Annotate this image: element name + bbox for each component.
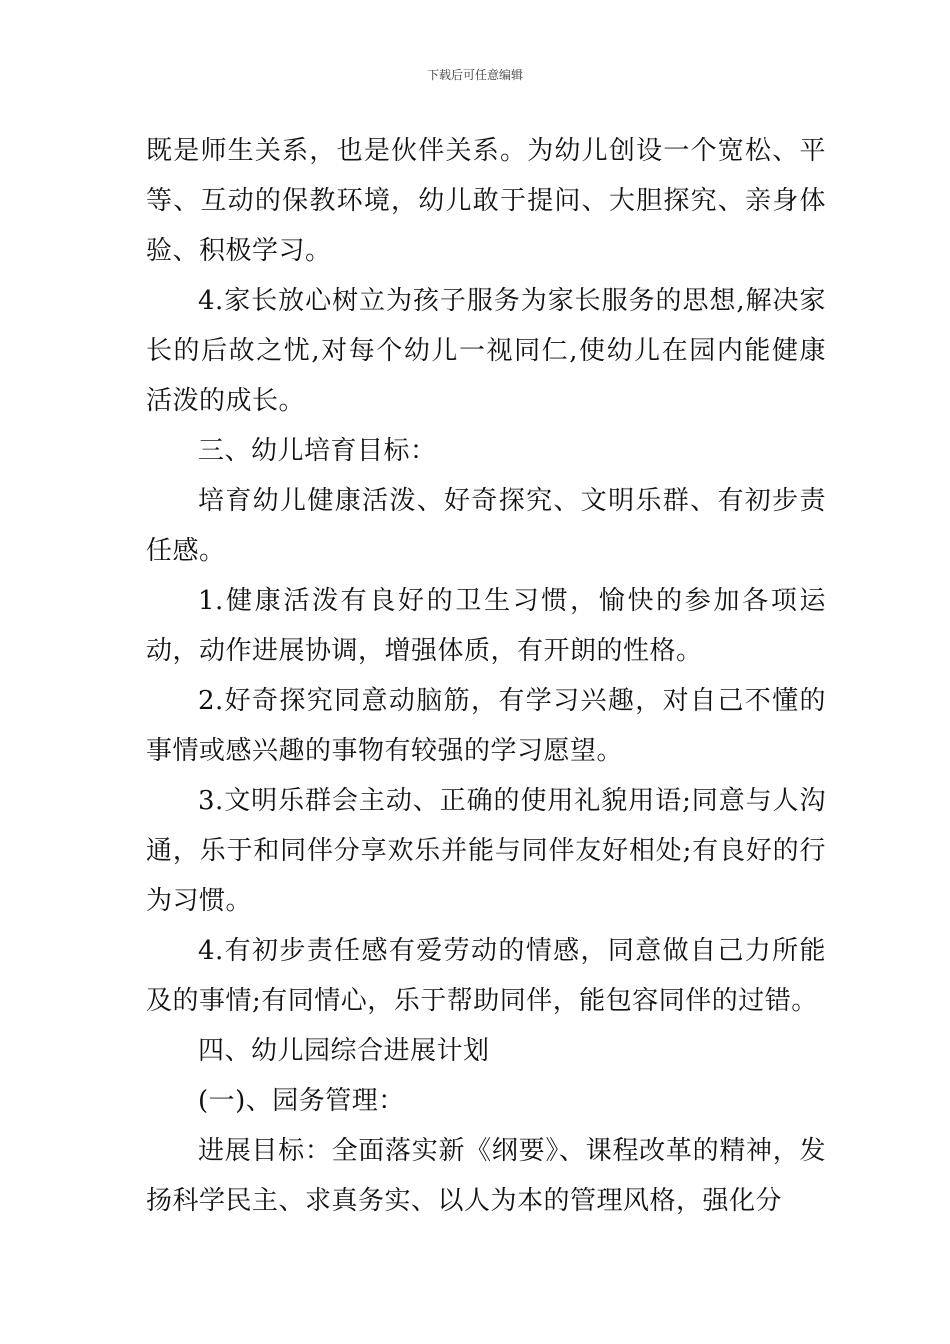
paragraph-goal-1: 1.健康活泼有良好的卫生习惯，愉快的参加各项运动，动作进展协调，增强体质，有开朗的性格。 — [146, 586, 826, 666]
paragraph-development-goal: 进展目标：全面落实新《纲要》、课程改革的精神，发扬科学民主、求真务实、以人为本的管理风格，强化分 — [146, 1136, 826, 1216]
section-heading-training-goals: 三、幼儿培育目标： — [198, 436, 437, 466]
paragraph-goals-summary: 培育幼儿健康活泼、好奇探究、文明乐群、有初步责任感。 — [146, 486, 826, 566]
section-heading-development-plan: 四、幼儿园综合进展计划 — [198, 1036, 490, 1066]
subsection-heading-management: (一)、园务管理： — [198, 1086, 405, 1116]
page-header: 下载后可任意编辑 — [426, 68, 523, 82]
paragraph-goal-4: 4.有初步责任感有爱劳动的情感，同意做自己力所能及的事情;有同情心，乐于帮助同伴，能包容同伴的过错。 — [146, 936, 826, 1016]
paragraph-continuation: 既是师生关系，也是伙伴关系。为幼儿创设一个宽松、平等、互动的保教环境，幼儿敢于提问、大胆探究、亲身体验、积极学习。 — [146, 136, 826, 266]
paragraph-goal-2: 2.好奇探究同意动脑筋，有学习兴趣，对自己不懂的事情或感兴趣的事物有较强的学习愿望。 — [146, 686, 826, 766]
paragraph-parent-reassurance: 4.家长放心树立为孩子服务为家长服务的思想,解决家长的后故之忧,对每个幼儿一视同仁,使幼儿在园内能健康活泼的成长。 — [146, 286, 826, 416]
paragraph-goal-3: 3.文明乐群会主动、正确的使用礼貌用语;同意与人沟通，乐于和同伴分享欢乐并能与同伴友好相处;有良好的行为习惯。 — [146, 786, 826, 916]
document-body — [146, 126, 826, 1226]
